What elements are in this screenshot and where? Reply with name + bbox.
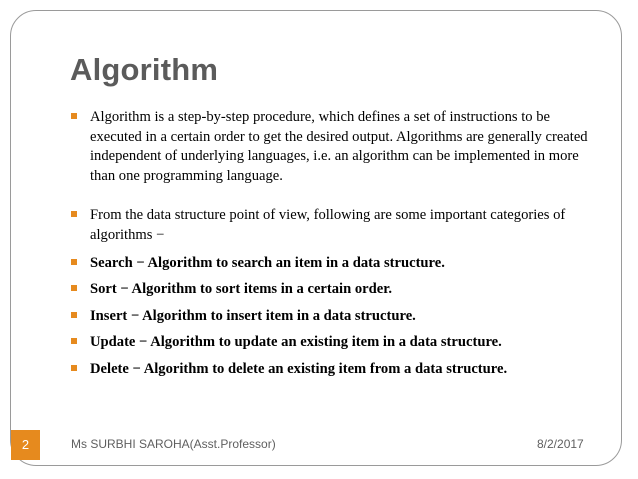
slide-title: Algorithm (70, 52, 219, 87)
category-item (71, 254, 601, 272)
category-text: Delete − Algorithm to delete an existing item from a data structure. (90, 360, 508, 377)
category-item (71, 360, 601, 378)
paragraph-text: From the data structure point of view, following are some important categories of algorithms − (90, 207, 566, 243)
square-bullet-icon (71, 211, 77, 217)
category-text: Search − Algorithm to search an item in a data structure. (90, 254, 445, 271)
category-text: Sort − Algorithm to sort items in a certain order. (90, 281, 393, 297)
paragraph-text: Algorithm is a step-by-step procedure, which defines a set of instructions to be executed in a certain order to get the desired output. Algorithms are generally created independent of underlying languages, i.e. an algorithm can be implemented in more than one programming language. (90, 109, 588, 184)
category-item (71, 307, 601, 325)
slide-number: 2 (11, 430, 40, 460)
square-bullet-icon (71, 259, 77, 265)
bullet-paragraph (71, 206, 601, 245)
category-text: Insert − Algorithm to insert item in a data structure. (90, 307, 416, 324)
category-item (71, 280, 601, 298)
category-text: Update − Algorithm to update an existing item in a data structure. (90, 334, 502, 350)
square-bullet-icon (71, 365, 77, 371)
square-bullet-icon (71, 312, 77, 318)
bullet-paragraph (71, 108, 601, 186)
square-bullet-icon (71, 113, 77, 119)
square-bullet-icon (71, 285, 77, 291)
square-bullet-icon (71, 338, 77, 344)
footer-author: Ms SURBHI SAROHA(Asst.Professor) (71, 437, 276, 451)
category-item (71, 333, 601, 351)
footer-date: 8/2/2017 (537, 437, 584, 451)
bullet-list (71, 108, 601, 378)
